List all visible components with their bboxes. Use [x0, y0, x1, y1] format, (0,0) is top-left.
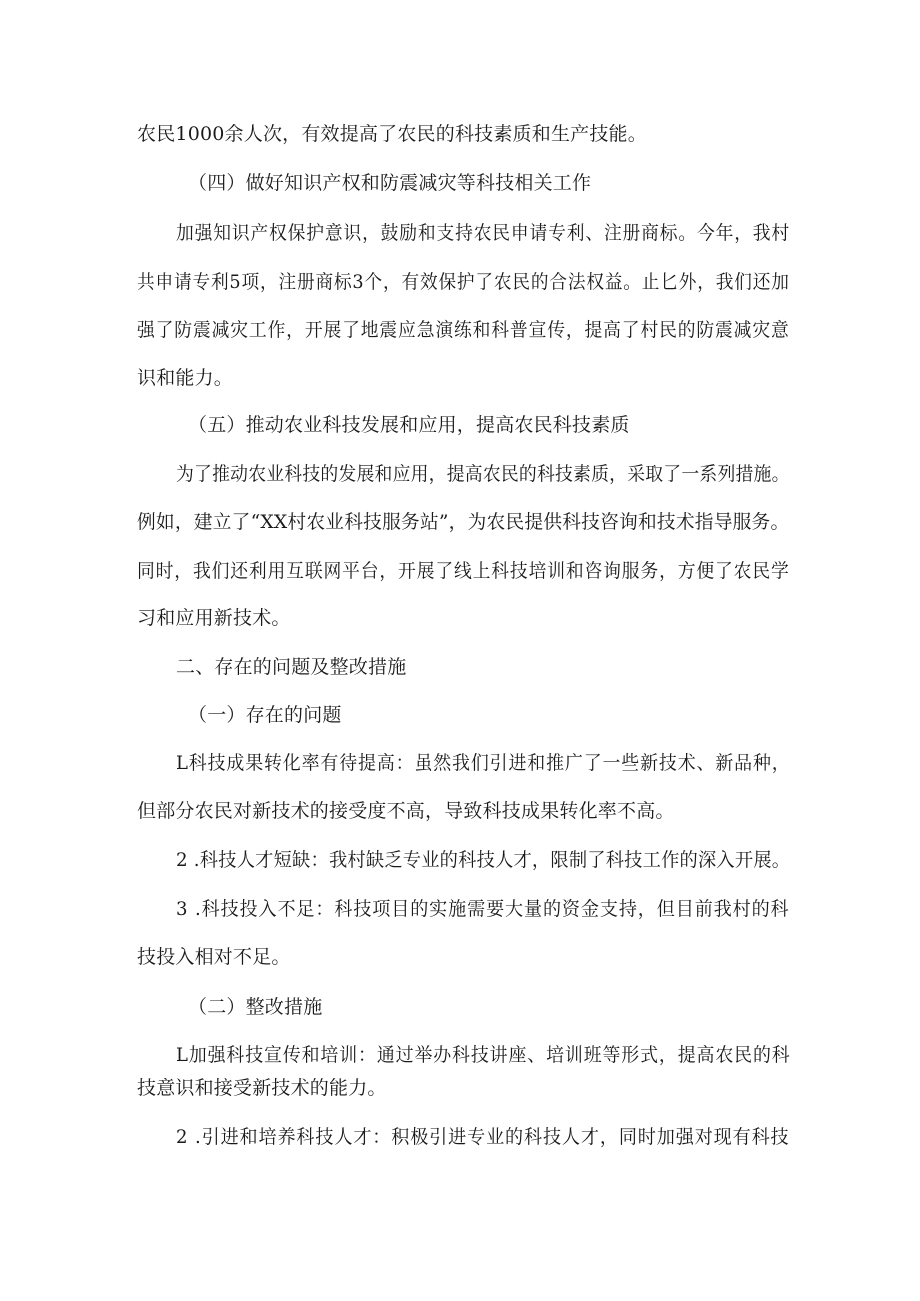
list-item-text: 2 .科技人才短缺：我村缺乏专业的科技人才，限制了科技工作的深入开展。: [176, 849, 791, 871]
body-text-line: 例如，建立了“XX村农业科技服务站”，为农民提供科技咨询和技术指导服务。: [137, 511, 790, 533]
section-heading: （四）做好知识产权和防震减灾等科技相关工作: [188, 172, 592, 194]
list-item-text: 3 .科技投入不足：科技项目的实施需要大量的资金支持，但目前我村的科: [176, 898, 790, 920]
body-text-line: 加强知识产权保护意识，鼓励和支持农民申请专利、注册商标。今年，我村: [176, 222, 791, 244]
body-text-line: 农民1000余人次，有效提高了农民的科技素质和生产技能。: [137, 123, 647, 145]
section-heading: （二）整改措施: [188, 996, 323, 1018]
body-text-line: 习和应用新技术。: [137, 607, 291, 629]
body-text-line: 同时，我们还利用互联网平台，开展了线上科技培训和咨询服务，方便了农民学: [137, 560, 790, 582]
body-text-line: 识和能力。: [137, 367, 234, 389]
list-item-text: 但部分农民对新技术的接受度不高，导致科技成果转化率不高。: [137, 800, 675, 822]
body-text-line: 共申请专利5项，注册商标3个，有效保护了农民的合法权益。止匕外，我们还加: [137, 271, 790, 293]
section-heading: （一）存在的问题: [188, 704, 342, 726]
chapter-heading: 二、存在的问题及整改措施: [176, 656, 407, 678]
list-item-text: 2 .引进和培养科技人才：积极引进专业的科技人才，同时加强对现有科技: [176, 1126, 790, 1148]
body-text-line: 为了推动农业科技的发展和应用，提高农民的科技素质，采取了一系列措施。: [176, 463, 790, 485]
list-item-text: L科技成果转化率有待提高：虽然我们引进和推广了一些新技术、新品种，: [176, 752, 791, 774]
list-item-text: 技意识和接受新技术的能力。: [137, 1077, 387, 1099]
body-text-line: 强了防震减灾工作，开展了地震应急演练和科普宣传，提高了村民的防震减灾意: [137, 319, 790, 341]
list-item-text: 技投入相对不足。: [137, 946, 291, 968]
section-heading: （五）推动农业科技发展和应用，提高农民科技素质: [188, 414, 630, 436]
list-item-text: L加强科技宣传和培训：通过举办科技讲座、培训班等形式，提高农民的科: [176, 1044, 791, 1066]
